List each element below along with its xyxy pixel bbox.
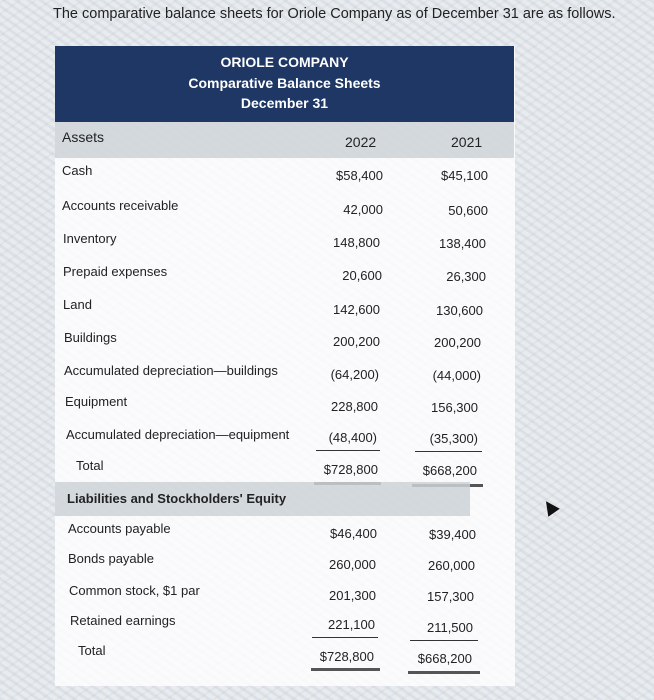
asset-label-inventory: Inventory (63, 231, 117, 246)
liability-2022-retained-earnings: 221,100 (328, 617, 375, 632)
liability-2021-bonds-payable: 260,000 (428, 558, 475, 573)
asset-2021-prepaid-expenses: 26,300 (446, 269, 486, 284)
liability-label-common-stock: Common stock, $1 par (69, 583, 200, 598)
liability-label-bonds-payable: Bonds payable (68, 551, 155, 566)
liability-2022-accounts-payable: $46,400 (330, 526, 377, 541)
liabilities-total-label: Total (78, 643, 106, 658)
assets-2022-underline (316, 450, 380, 451)
assets-heading: Assets (62, 129, 105, 145)
asset-label-accounts-receivable: Accounts receivable (62, 198, 179, 213)
liabilities-2022-double-underline (311, 668, 380, 671)
company-name: ORIOLE COMPANY (220, 54, 349, 70)
asset-2021-cash: $45,100 (441, 168, 488, 183)
asset-2022-equipment: 228,800 (331, 399, 378, 414)
asset-2021-land: 130,600 (436, 303, 483, 318)
liabilities-2021-underline (410, 640, 478, 641)
intro-text: The comparative balance sheets for Oriole Company as of December 31 are as follows. (53, 6, 616, 22)
liability-2021-accounts-payable: $39,400 (429, 527, 476, 542)
asset-2021-accum-depr-equipment: (35,300) (429, 431, 478, 446)
liability-label-accounts-payable: Accounts payable (68, 521, 171, 536)
statement-title: Comparative Balance Sheets (188, 75, 381, 91)
asset-2021-equipment: 156,300 (431, 400, 478, 415)
asset-2022-accum-depr-buildings: (64,200) (330, 367, 379, 382)
statement-banner (55, 46, 514, 122)
asset-label-land: Land (63, 297, 92, 312)
asset-2021-accounts-receivable: 50,600 (448, 203, 488, 218)
liabilities-total-2022: $728,800 (319, 649, 374, 664)
asset-2022-accounts-receivable: 42,000 (343, 202, 383, 217)
assets-total-2022: $728,800 (323, 462, 378, 477)
mouse-pointer-icon (540, 497, 559, 516)
liabilities-heading: Liabilities and Stockholders' Equity (67, 491, 287, 506)
statement-date: December 31 (240, 95, 329, 111)
asset-2021-inventory: 138,400 (439, 236, 486, 251)
asset-label-accum-depr-buildings: Accumulated depreciation—buildings (64, 363, 278, 378)
liability-2021-common-stock: 157,300 (427, 589, 474, 604)
liability-2021-retained-earnings: 211,500 (426, 620, 473, 635)
asset-2022-cash: $58,400 (336, 168, 383, 183)
liabilities-2021-double-underline (408, 671, 480, 674)
liability-2022-bonds-payable: 260,000 (329, 557, 376, 572)
asset-label-equipment: Equipment (65, 394, 128, 409)
year-2022-header: 2022 (345, 134, 377, 150)
asset-label-accum-depr-equipment: Accumulated depreciation—equipment (66, 427, 290, 442)
liability-2022-common-stock: 201,300 (329, 588, 376, 603)
assets-2021-underline (415, 451, 482, 452)
asset-2022-land: 142,600 (333, 302, 380, 317)
asset-2022-buildings: 200,200 (333, 334, 380, 349)
asset-label-cash: Cash (62, 163, 93, 178)
assets-total-label: Total (76, 458, 104, 473)
asset-2021-accum-depr-buildings: (44,000) (432, 368, 481, 383)
liability-label-retained-earnings: Retained earnings (70, 613, 176, 628)
liabilities-2022-underline (312, 637, 378, 638)
asset-label-prepaid-expenses: Prepaid expenses (63, 264, 168, 279)
column-header-band (55, 122, 514, 158)
asset-label-buildings: Buildings (64, 330, 117, 345)
asset-2021-buildings: 200,200 (434, 335, 481, 350)
year-2021-header: 2021 (451, 134, 483, 150)
asset-2022-inventory: 148,800 (333, 235, 380, 250)
asset-2022-accum-depr-equipment: (48,400) (328, 430, 377, 445)
assets-total-2021: $668,200 (422, 463, 477, 478)
liabilities-total-2021: $668,200 (417, 651, 472, 666)
asset-2022-prepaid-expenses: 20,600 (342, 268, 382, 283)
